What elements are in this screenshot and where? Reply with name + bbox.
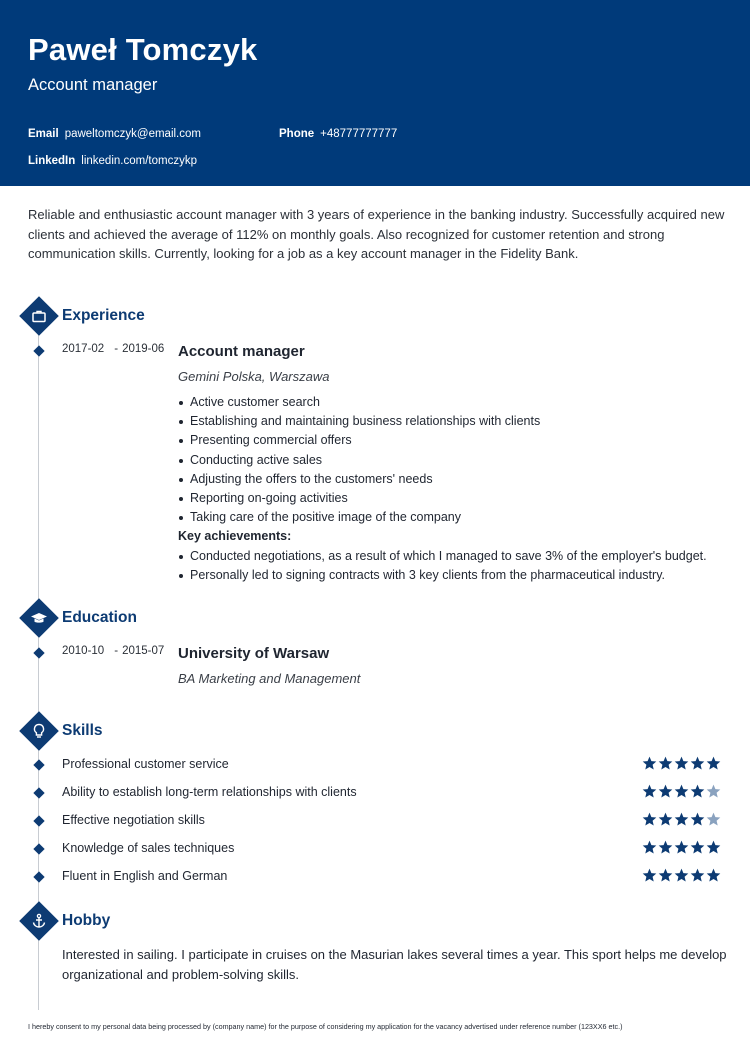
email-contact	[28, 128, 201, 140]
list-item: Personally led to signing contracts with 3 key clients from the pharmaceutical industry.	[178, 566, 738, 585]
star-filled-icon	[690, 840, 705, 855]
skills-heading: Skills	[62, 722, 103, 739]
star-filled-icon	[706, 868, 721, 883]
skills-section-marker	[19, 711, 59, 751]
skill-rating	[642, 840, 721, 856]
skill-rating	[642, 756, 721, 772]
skill-marker	[33, 843, 44, 854]
phone-value[interactable]: +48777777777	[320, 128, 398, 140]
key-achievements-label: Key achievements:	[178, 529, 292, 544]
education-date-to: 2015-07	[122, 645, 165, 657]
skill-name: Professional customer service	[62, 757, 229, 771]
education-degree: BA Marketing and Management	[178, 671, 361, 686]
education-entry-marker	[33, 647, 44, 658]
star-filled-icon	[642, 756, 657, 771]
star-filled-icon	[690, 868, 705, 883]
star-filled-icon	[690, 812, 705, 827]
star-filled-icon	[690, 784, 705, 799]
experience-date: 2017-02 - 2019-06	[62, 343, 165, 355]
star-filled-icon	[658, 784, 673, 799]
star-filled-icon	[674, 784, 689, 799]
candidate-title: Account manager	[28, 76, 158, 94]
header-banner	[0, 0, 750, 186]
star-filled-icon	[706, 840, 721, 855]
phone-contact	[279, 128, 397, 140]
experience-heading: Experience	[62, 307, 145, 324]
star-empty-icon	[706, 812, 721, 827]
anchor-icon	[31, 913, 47, 929]
list-item: Establishing and maintaining business relationships with clients	[178, 412, 738, 431]
star-filled-icon	[658, 868, 673, 883]
skill-name: Knowledge of sales techniques	[62, 841, 235, 855]
graduation-cap-icon	[30, 610, 48, 626]
education-school: University of Warsaw	[178, 645, 330, 662]
list-item: Conducting active sales	[178, 451, 738, 470]
experience-company: Gemini Polska, Warszawa	[178, 369, 330, 384]
list-item: Taking care of the positive image of the company	[178, 508, 738, 527]
education-section-marker	[19, 598, 59, 638]
list-item: Active customer search	[178, 393, 738, 412]
experience-section-marker	[19, 296, 59, 336]
linkedin-label: LinkedIn	[28, 155, 76, 167]
experience-job-title: Account manager	[178, 343, 305, 360]
list-item: Adjusting the offers to the customers' needs	[178, 470, 738, 489]
experience-details-list	[178, 393, 738, 585]
star-filled-icon	[658, 812, 673, 827]
experience-entry-marker	[33, 345, 44, 356]
star-filled-icon	[658, 756, 673, 771]
star-filled-icon	[658, 840, 673, 855]
gdpr-consent: I hereby consent to my personal data being processed by (company name) for the purpose of considering my application for the vacancy advertised under reference number (123XX6 etc.)	[28, 1022, 623, 1031]
hobby-heading: Hobby	[62, 912, 111, 929]
email-label: Email	[28, 128, 59, 140]
skill-name: Fluent in English and German	[62, 869, 228, 883]
email-value[interactable]: paweltomczyk@email.com	[64, 128, 201, 140]
experience-date-from: 2017-02	[62, 343, 105, 355]
star-filled-icon	[642, 868, 657, 883]
star-filled-icon	[690, 756, 705, 771]
linkedin-value[interactable]: linkedin.com/tomczykp	[81, 155, 197, 167]
hobby-text: Interested in sailing. I participate in cruises on the Masurian lakes several times a year. This sport helps me develop organizational and problem-solving skills.	[62, 947, 727, 982]
education-heading: Education	[62, 609, 137, 626]
skill-rating	[642, 812, 721, 828]
list-item: Reporting on-going activities	[178, 489, 738, 508]
skill-rating	[642, 868, 721, 884]
star-empty-icon	[706, 784, 721, 799]
lightbulb-icon	[32, 723, 46, 739]
briefcase-icon	[31, 308, 47, 324]
star-filled-icon	[674, 840, 689, 855]
skill-rating	[642, 784, 721, 800]
phone-label: Phone	[279, 128, 315, 140]
skill-name: Ability to establish long-term relationships with clients	[62, 785, 357, 799]
star-filled-icon	[674, 812, 689, 827]
star-filled-icon	[642, 784, 657, 799]
hobby-section-marker	[19, 901, 59, 941]
star-filled-icon	[674, 756, 689, 771]
skill-marker	[33, 815, 44, 826]
list-item: Presenting commercial offers	[178, 431, 738, 450]
star-filled-icon	[674, 868, 689, 883]
candidate-name: Paweł Tomczyk	[28, 32, 258, 67]
skill-marker	[33, 871, 44, 882]
skill-marker	[33, 759, 44, 770]
education-date-from: 2010-10	[62, 645, 105, 657]
education-date: 2010-10 - 2015-07	[62, 645, 165, 657]
star-filled-icon	[706, 756, 721, 771]
list-item: Conducted negotiations, as a result of which I managed to save 3% of the employer's budget.	[178, 547, 738, 566]
star-filled-icon	[642, 812, 657, 827]
experience-date-to: 2019-06	[122, 343, 165, 355]
skill-marker	[33, 787, 44, 798]
star-filled-icon	[642, 840, 657, 855]
profile-summary: Reliable and enthusiastic account manager with 3 years of experience in the banking industry. Successfully acquired new clients and achieved the average of 112% on monthly goals. Also recognized for customer retention and strong communication skills. Currently, looking for a job as a key account manager in the Fidelity Bank.	[28, 207, 725, 261]
skill-name: Effective negotiation skills	[62, 813, 205, 827]
linkedin-contact	[28, 155, 197, 167]
